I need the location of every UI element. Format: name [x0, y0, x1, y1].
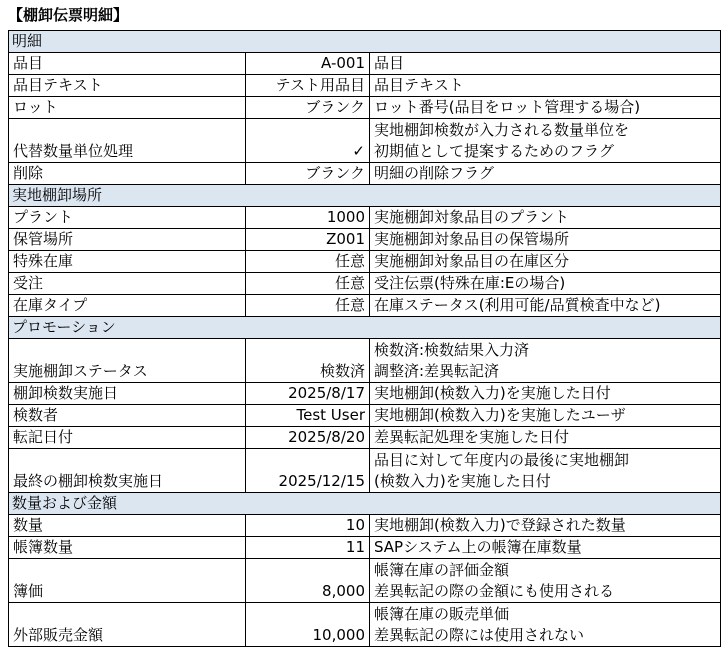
field-name: 削除 — [9, 163, 246, 185]
field-value: 検数済 — [246, 339, 370, 383]
table-row — [9, 119, 721, 163]
field-value: 8,000 — [246, 559, 370, 603]
field-description — [370, 339, 721, 383]
field-name: 品目テキスト — [9, 75, 246, 97]
section-heading: 明細 — [9, 31, 721, 53]
description-line: 品目に対して年度内の最後に実地棚卸 — [374, 451, 630, 469]
table-row — [9, 163, 721, 185]
field-name: 帳簿数量 — [9, 537, 246, 559]
table-row — [9, 207, 721, 229]
field-description — [370, 427, 721, 449]
field-name: 簿価 — [9, 559, 246, 603]
field-description — [370, 163, 721, 185]
field-description — [370, 229, 721, 251]
section-header — [9, 185, 721, 207]
description-line: (検数入力)を実施した日付 — [374, 472, 551, 490]
description-line: 受注伝票(特殊在庫:Eの場合) — [374, 274, 566, 292]
field-description — [370, 603, 721, 647]
field-name: 特殊在庫 — [9, 251, 246, 273]
description-line: 検数済:検数結果入力済 — [374, 341, 530, 359]
field-name: 数量 — [9, 515, 246, 537]
description-line: 実地棚卸(検数入力)を実施した日付 — [374, 384, 611, 402]
field-description — [370, 559, 721, 603]
field-description — [370, 515, 721, 537]
description-line: 帳簿在庫の販売単価 — [374, 605, 510, 623]
table-row — [9, 339, 721, 383]
description-line: 初期値として提案するためのフラグ — [374, 142, 615, 160]
description-line: 差異転記の際には使用されない — [374, 626, 585, 644]
field-description — [370, 119, 721, 163]
table-row — [9, 273, 721, 295]
field-value: 2025/8/20 — [246, 427, 370, 449]
description-line: 差異転記処理を実施した日付 — [374, 428, 570, 446]
field-value: 2025/8/17 — [246, 383, 370, 405]
field-value: ブランク — [246, 163, 370, 185]
field-value: 任意 — [246, 273, 370, 295]
field-name: 外部販売金額 — [9, 603, 246, 647]
section-heading: 数量および金額 — [9, 493, 721, 515]
field-description — [370, 207, 721, 229]
field-description — [370, 273, 721, 295]
description-line: 在庫ステータス(利用可能/品質検査中など) — [374, 296, 661, 314]
description-line: 帳簿在庫の評価金額 — [374, 561, 510, 579]
field-description — [370, 75, 721, 97]
field-value: 10 — [246, 515, 370, 537]
field-value: 10,000 — [246, 603, 370, 647]
field-description — [370, 383, 721, 405]
description-line: SAPシステム上の帳簿在庫数量 — [374, 538, 582, 556]
table-row — [9, 559, 721, 603]
description-line: 実地棚卸検数が入力される数量単位を — [374, 121, 630, 139]
field-value: テスト用品目 — [246, 75, 370, 97]
section-header — [9, 31, 721, 53]
field-value: Test User — [246, 405, 370, 427]
field-description — [370, 405, 721, 427]
description-line: 実地棚卸(検数入力)を実施したユーザ — [374, 406, 626, 424]
field-name: 受注 — [9, 273, 246, 295]
description-line: 調整済:差異転記済 — [374, 362, 500, 380]
field-description — [370, 295, 721, 317]
table-row — [9, 383, 721, 405]
field-value: ブランク — [246, 97, 370, 119]
field-description — [370, 97, 721, 119]
field-name: 実施棚卸ステータス — [9, 339, 246, 383]
field-value: 11 — [246, 537, 370, 559]
section-heading: 実地棚卸場所 — [9, 185, 721, 207]
description-line: ロット番号(品目をロット管理する場合) — [374, 98, 641, 116]
field-name: ロット — [9, 97, 246, 119]
field-name: 代替数量単位処理 — [9, 119, 246, 163]
section-header — [9, 493, 721, 515]
description-line: 明細の削除フラグ — [374, 164, 495, 182]
description-line: 品目テキスト — [374, 76, 464, 94]
table-row — [9, 295, 721, 317]
field-description — [370, 53, 721, 75]
table-row — [9, 515, 721, 537]
field-value: A-001 — [246, 53, 370, 75]
field-name: 最終の棚卸検数実施日 — [9, 449, 246, 493]
field-name: プラント — [9, 207, 246, 229]
description-line: 実施棚卸対象品目のプラント — [374, 208, 570, 226]
field-value: 任意 — [246, 251, 370, 273]
inventory-item-table — [8, 30, 721, 647]
description-line: 差異転記の際の金額にも使用される — [374, 582, 615, 600]
section-header — [9, 317, 721, 339]
field-name: 在庫タイプ — [9, 295, 246, 317]
table-row — [9, 449, 721, 493]
table-row — [9, 229, 721, 251]
table-row — [9, 75, 721, 97]
table-row — [9, 537, 721, 559]
field-value: 2025/12/15 — [246, 449, 370, 493]
field-name: 検数者 — [9, 405, 246, 427]
table-row — [9, 251, 721, 273]
field-description — [370, 251, 721, 273]
field-value: Z001 — [246, 229, 370, 251]
field-value: ✓ — [246, 119, 370, 163]
field-description — [370, 537, 721, 559]
field-name: 転記日付 — [9, 427, 246, 449]
description-line: 実地棚卸(検数入力)で登録された数量 — [374, 516, 626, 534]
field-name: 棚卸検数実施日 — [9, 383, 246, 405]
field-description — [370, 449, 721, 493]
table-row — [9, 405, 721, 427]
description-line: 実施棚卸対象品目の保管場所 — [374, 230, 570, 248]
field-value: 任意 — [246, 295, 370, 317]
description-line: 実施棚卸対象品目の在庫区分 — [374, 252, 570, 270]
sheet-title: 【棚卸伝票明細】 — [8, 6, 129, 24]
table-row — [9, 97, 721, 119]
field-name: 保管場所 — [9, 229, 246, 251]
field-value: 1000 — [246, 207, 370, 229]
description-line: 品目 — [374, 54, 405, 72]
table-row — [9, 603, 721, 647]
section-heading: プロモーション — [9, 317, 721, 339]
field-name: 品目 — [9, 53, 246, 75]
table-row — [9, 427, 721, 449]
table-row — [9, 53, 721, 75]
